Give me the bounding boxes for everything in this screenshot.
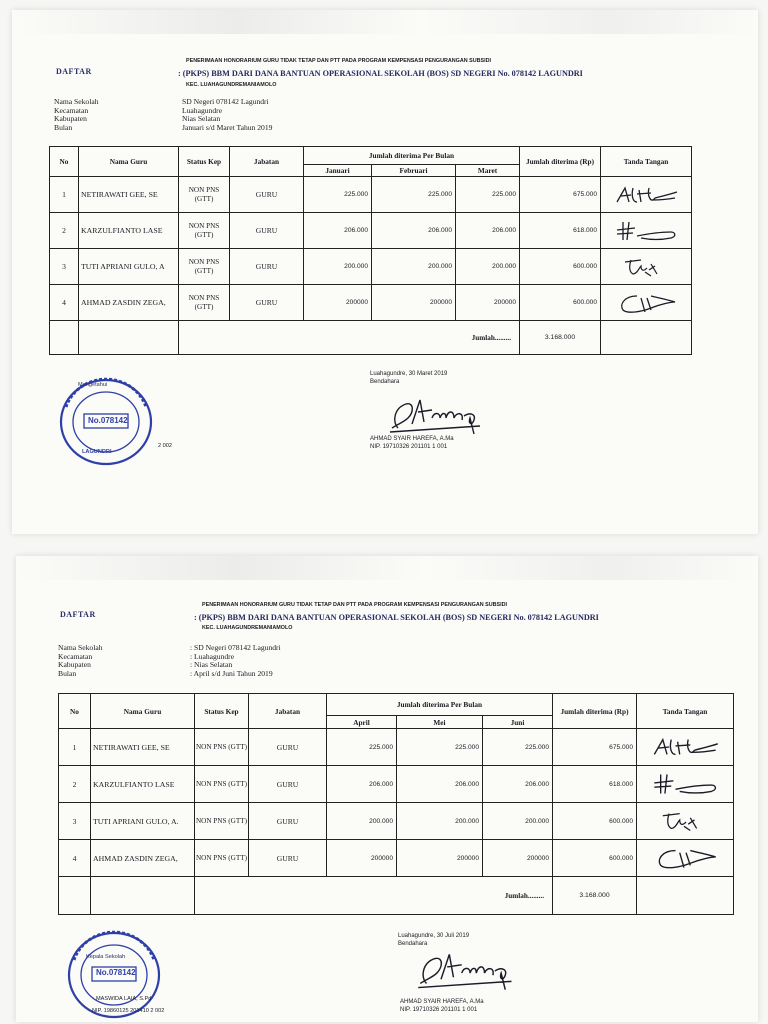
stamp-number: No.078142	[96, 968, 136, 977]
info-row: Bulan Januari s/d Maret Tahun 2019	[54, 122, 273, 132]
bendahara-label: Bendahara	[398, 941, 428, 947]
header-line-3: KEC. LUAHAGUNDREMANIAMOLO	[186, 82, 277, 88]
header-line-1: PENERIMAAN HONORARIUM GURU TIDAK TETAP DAN PTT PADA PROGRAM KEMPENSASI PENGURANGAN SUBSIDI	[186, 58, 491, 64]
school-info	[58, 644, 281, 678]
info-row: Kabupaten Nias Selatan	[54, 114, 221, 124]
jumlah-label: Jumlah.........	[195, 877, 553, 915]
signature-icon	[611, 182, 681, 208]
treasurer-signature-icon	[412, 948, 526, 994]
treasurer-name: AHMAD SYAIR HAREFA, A.Ma	[370, 436, 454, 442]
headmaster-nip: NIP. 19860125 201410 2 002	[92, 1008, 165, 1014]
header-month: Juni	[483, 716, 553, 729]
header-nama-guru: Nama Guru	[79, 147, 179, 177]
header-tanda-tangan: Tanda Tangan	[637, 694, 734, 729]
school-info	[54, 98, 272, 132]
jumlah-value: 3.168.000	[553, 877, 637, 915]
table-total-row	[50, 321, 692, 355]
info-row: Kecamatan Luahagundre	[54, 105, 223, 115]
table-row: 1 NETIRAWATI GEE, SE NON PNS (GTT) GURU 225.000 225.000 225.000 675.000	[59, 729, 734, 766]
table-row: 2 KARZULFIANTO LASE NON PNS (GTT) GURU 206.000 206.000 206.000 618.000	[50, 213, 692, 249]
stamp-bottom-text: LAGUNDRI	[82, 449, 112, 455]
signature-cell	[637, 803, 734, 840]
place-date: Luahagundre, 30 Juli 2019	[398, 933, 470, 939]
headmaster-nip: 2 002	[158, 443, 172, 449]
info-row: Kecamatan : Luahagundre	[58, 651, 235, 661]
header-jumlah-per-bulan: Jumlah diterima Per Bulan	[327, 694, 553, 716]
info-row: Kabupaten : Nias Selatan	[58, 660, 233, 670]
header-jabatan: Jabatan	[230, 147, 304, 177]
header-jumlah-diterima: Jumlah diterima (Rp)	[520, 147, 601, 177]
signature-cell	[637, 729, 734, 766]
signature-icon	[611, 254, 681, 280]
table-row: 2 KARZULFIANTO LASE NON PNS (GTT) GURU 206.000 206.000 206.000 618.000	[59, 766, 734, 803]
header-month: Maret	[456, 165, 520, 177]
table-row: 3 TUTI APRIANI GULO, A. NON PNS (GTT) GURU 200.000 200.000 200.000 600.000	[59, 803, 734, 840]
signature-icon	[648, 770, 722, 798]
treasurer-block	[370, 370, 447, 386]
table-row: 3 TUTI APRIANI GULO, A NON PNS (GTT) GURU 200.000 200.000 200.000 600.000	[50, 249, 692, 285]
signature-cell	[637, 840, 734, 877]
treasurer-name: AHMAD SYAIR HAREFA, A.Ma	[400, 999, 484, 1005]
table-row: 1 NETIRAWATI GEE, SE NON PNS (GTT) GURU 225.000 225.000 225.000 675.000	[50, 177, 692, 213]
jumlah-value: 3.168.000	[520, 321, 601, 355]
header-line-1: PENERIMAAN HONORARIUM GURU TIDAK TETAP DAN PTT PADA PROGRAM KEMPENSASI PENGURANGAN SUBSIDI	[202, 602, 507, 608]
header-line-2: : (PKPS) BBM DARI DANA BANTUAN OPERASIONAL SEKOLAH (BOS) SD NEGERI No. 078142 LAGUNDRI	[194, 613, 599, 622]
header-nama-guru: Nama Guru	[91, 694, 195, 729]
signature-cell	[601, 249, 692, 285]
info-row: Nama Sekolah SD Negeri 078142 Lagundri	[54, 97, 269, 106]
header-jabatan: Jabatan	[249, 694, 327, 729]
header-month: Februari	[372, 165, 456, 177]
signature-icon	[611, 290, 681, 316]
signature-icon	[648, 807, 722, 835]
stamp-caption: Mengetahui	[78, 382, 108, 388]
table-row: 4 AHMAD ZASDIN ZEGA, NON PNS (GTT) GURU 200000 200000 200000 600.000	[50, 285, 692, 321]
document-sheet-2	[16, 556, 758, 1022]
header-line-3: KEC. LUAHAGUNDREMANIAMOLO	[202, 625, 293, 631]
header-status: Status Kep	[195, 694, 249, 729]
jumlah-label: Jumlah.........	[179, 321, 520, 355]
signature-icon	[648, 733, 722, 761]
header-jumlah-diterima: Jumlah diterima (Rp)	[553, 694, 637, 729]
daftar-label: DAFTAR	[56, 67, 92, 76]
header-jumlah-per-bulan: Jumlah diterima Per Bulan	[304, 147, 520, 165]
signature-cell	[601, 177, 692, 213]
info-row: Bulan : April s/d Juni Tahun 2019	[58, 668, 273, 678]
signature-cell	[637, 766, 734, 803]
header-month: Mei	[397, 716, 483, 729]
stamp-number: No.078142	[88, 416, 128, 425]
honorarium-table	[49, 146, 692, 355]
treasurer-nip: NIP. 19710326 201101 1 001	[400, 1007, 478, 1013]
treasurer-block	[398, 932, 469, 948]
place-date: Luahagundre, 30 Maret 2019	[370, 371, 448, 377]
treasurer-nip: NIP. 19710326 201101 1 001	[370, 444, 448, 450]
bendahara-label: Bendahara	[370, 379, 400, 385]
stamp-caption: Kepala Sekolah	[86, 954, 126, 960]
info-row: Nama Sekolah : SD Negeri 078142 Lagundri	[58, 643, 281, 652]
header-tanda-tangan: Tanda Tangan	[601, 147, 692, 177]
header-no: No	[59, 694, 91, 729]
treasurer-signature-icon	[384, 394, 494, 438]
document-sheet-1	[12, 10, 758, 534]
headmaster-name: MASWIDA LAIA, S.Pd	[96, 996, 152, 1002]
signature-icon	[648, 844, 722, 872]
daftar-label: DAFTAR	[60, 610, 96, 619]
header-month: April	[327, 716, 397, 729]
table-total-row	[59, 877, 734, 915]
header-line-2: : (PKPS) BBM DARI DANA BANTUAN OPERASIONAL SEKOLAH (BOS) SD NEGERI No. 078142 LAGUNDRI	[178, 69, 583, 78]
header-month: Januari	[304, 165, 372, 177]
signature-cell	[601, 285, 692, 321]
header-no: No	[50, 147, 79, 177]
honorarium-table	[58, 693, 734, 915]
header-status: Status Kep	[179, 147, 230, 177]
table-row: 4 AHMAD ZASDIN ZEGA, NON PNS (GTT) GURU 200000 200000 200000 600.000	[59, 840, 734, 877]
signature-icon	[611, 218, 681, 244]
signature-cell	[601, 213, 692, 249]
